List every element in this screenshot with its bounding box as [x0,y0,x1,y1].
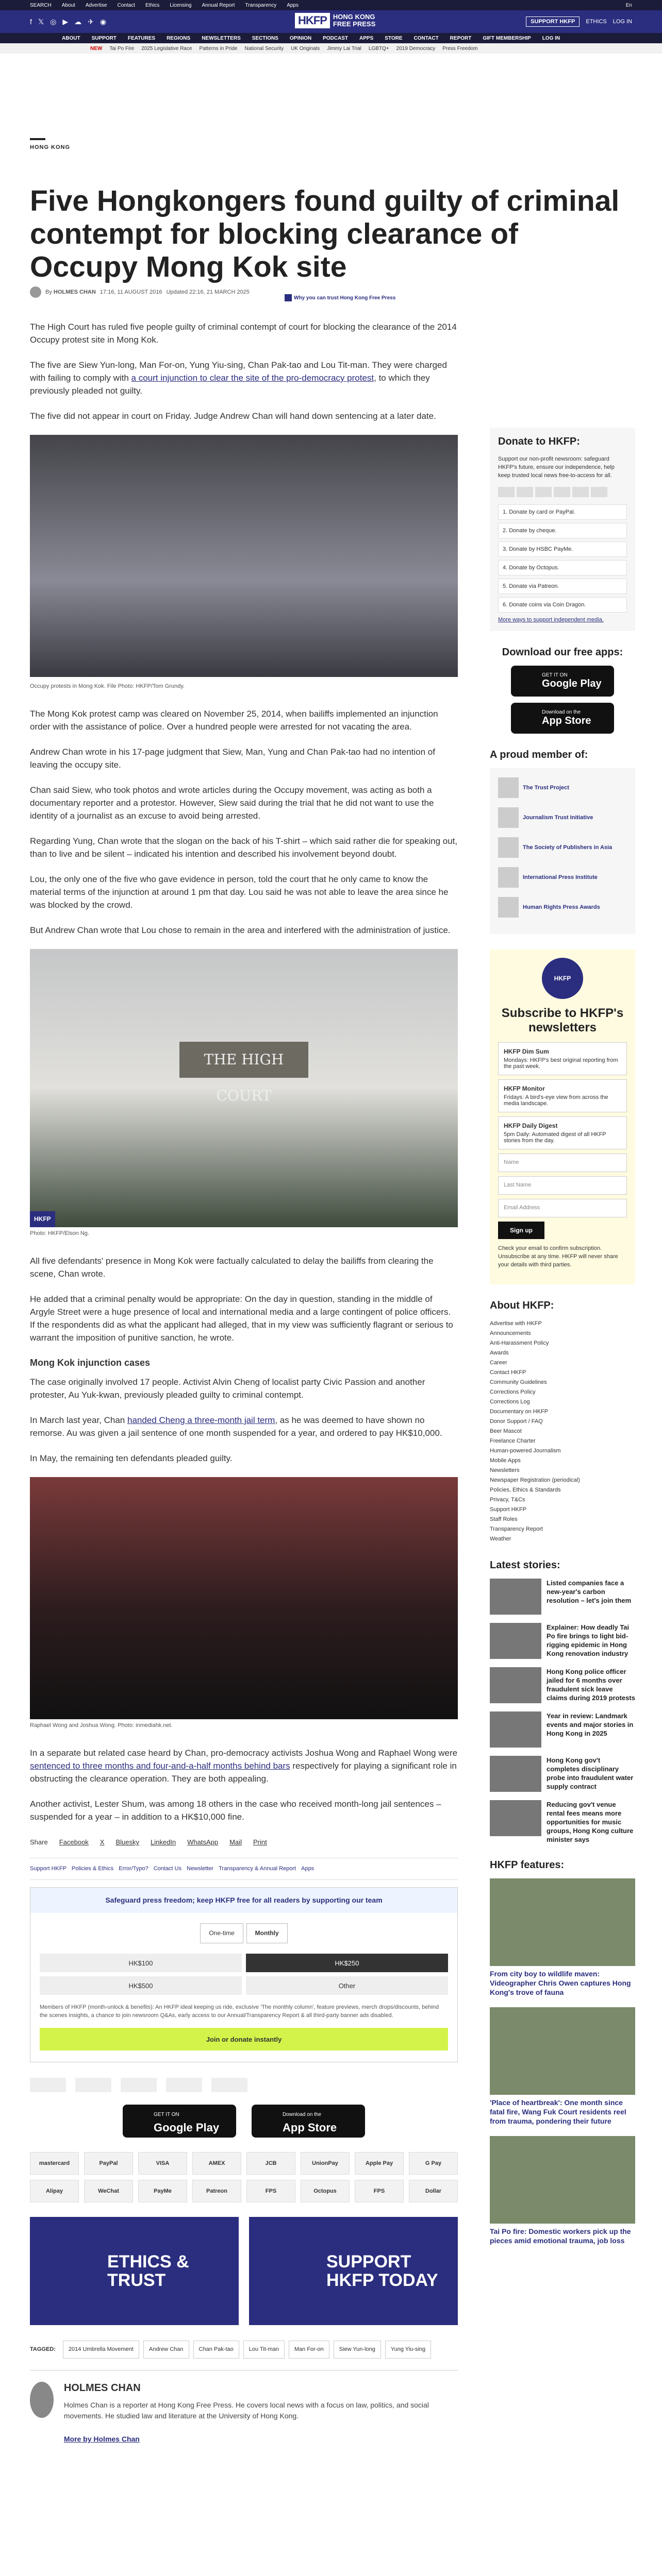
sidebar-app-store-button[interactable]: Download on the App Store [511,703,614,734]
paragraph: Andrew Chan wrote in his 17-page judgment that Siew, Man, Yung and Chan Pak-tao had no intention of leaving the occupy site. [30,747,435,770]
member-name: Human Rights Press Awards [523,904,600,910]
tag[interactable]: Lou Tit-man [243,2341,285,2359]
jail-term-link[interactable]: handed Cheng a three-month jail term [127,1415,275,1425]
trending-item[interactable]: UK Originals [291,45,320,52]
nav-item[interactable]: STORE [385,35,403,41]
trending-item[interactable]: LGBTQ+ [368,45,389,52]
donate-title: Donate to HKFP: [498,436,580,447]
trust-link[interactable]: Why you can trust Hong Kong Free Press [285,294,395,301]
member-logo-icon [498,867,519,888]
member-logo [75,2078,111,2092]
about-link[interactable]: Donor Support / FAQ [490,1418,543,1425]
nav-item[interactable]: REPORT [450,35,472,41]
payment-logo: PayPal [84,2152,133,2175]
feature-image [490,2007,635,2095]
search-link[interactable]: SEARCH [30,2,52,8]
article-footer-links [30,1858,458,1880]
payment-logo: Apple Pay [355,2152,404,2175]
site-logo[interactable] [295,13,375,28]
story-thumbnail [490,1667,541,1703]
promo-banners [30,2217,458,2325]
amount-option[interactable]: Other [246,1976,448,1995]
newsletter-name: HKFP Daily Digest [504,1122,558,1129]
feature-image [490,1878,635,1966]
donate-options [498,504,627,613]
bluesky-icon[interactable]: ☁ [74,17,82,26]
apps-link[interactable]: Apps [287,2,299,8]
payment-logo: PayMe [138,2180,187,2202]
member-logo [211,2078,247,2092]
injunction-link[interactable]: a court injunction to clear the site of the pro-democracy protest [131,373,374,383]
login-link[interactable]: LOG IN [613,19,632,25]
payment-logo: FPS [355,2180,404,2202]
monthly-tab[interactable]: Monthly [246,1923,288,1943]
paragraph: He added that a criminal penalty would be appropriate: On the day in question, standing in the middle of Argyle Street were a huge presence of local and international media and a large contingent of police officers. If the respondents did as what the applicant had alleged, that in my view was sufficiently flagrant or serious to warrant the imposition of punitive sanction, he wrote. [30,1294,453,1343]
nav-item[interactable]: REGIONS [167,35,191,41]
payment-methods [30,2152,458,2202]
tag[interactable]: 2014 Umbrella Movement [63,2341,139,2359]
payment-logo: FPS [246,2180,295,2202]
donate-option[interactable]: 3. Donate by HSBC PayMe. [498,541,627,557]
app-buttons [30,2105,458,2138]
donate-panel [490,428,635,631]
footer-link[interactable]: Contact Us [153,1866,182,1872]
one-time-tab[interactable]: One-time [200,1923,243,1943]
footer-link[interactable]: Error/Typo? [119,1866,148,1872]
trending-item[interactable]: National Security [244,45,284,52]
ethics-link[interactable]: Ethics [145,2,160,8]
share-label: Share [30,1838,48,1846]
nav-item[interactable]: APPS [359,35,374,41]
story-thumbnail [490,1711,541,1748]
donate-option[interactable]: 2. Donate by cheque. [498,523,627,538]
about-link[interactable]: Awards [490,1350,509,1356]
about-link[interactable]: Career [490,1360,507,1366]
story-title[interactable]: Hong Kong gov't completes disciplinary probe into fraudulent water supply contract [547,1756,634,1790]
nav-item[interactable]: LOG IN [542,35,560,41]
about-link[interactable]: Mobile Apps [490,1458,521,1464]
amount-option[interactable]: HK$100 [40,1954,242,1972]
member-logo [121,2078,157,2092]
join-button[interactable]: Join or donate instantly [40,2028,448,2050]
payment-logo: VISA [138,2152,187,2175]
about-link[interactable]: Newsletters [490,1467,520,1473]
story-title[interactable]: Hong Kong police officer jailed for 6 months over fraudulent sick leave claims during 2019 protests [547,1668,635,1702]
latest-title: Latest stories: [490,1560,560,1571]
newsletter-title: Subscribe to HKFP's newsletters [501,1006,624,1035]
advertise-link[interactable]: Advertise [85,2,107,8]
logo-mark: HKFP [295,13,330,28]
story-thumbnail [490,1579,541,1615]
newsletter-option[interactable] [498,1079,627,1112]
photo-caption: Photo: HKFP/Elson Ng. [30,1230,89,1236]
about-title: About HKFP: [490,1300,554,1311]
main-nav [0,33,662,43]
trending-item[interactable]: Jimmy Lai Trial [327,45,361,52]
paragraph: In May, the remaining ten defendants pleaded guilty. [30,1453,233,1463]
rss-icon[interactable]: ◉ [100,17,107,26]
about-link[interactable]: Newspaper Registration (periodical) [490,1477,580,1483]
about-panel [490,1300,635,1544]
membership-note: Members of HKFP (month-unlock & benefits): An HKFP ideal keeping us ride, exclusive 'The monthly column', feature previews, merch drops/discounts, behind the scenes insights, a chance to join newsroom Q&As, early access to our Annual/Transparency Report & all third-party banner ads disabled. [40,2004,439,2019]
feature-title[interactable]: 'Place of heartbreak': One month since fatal fire, Wang Fuk Court residents reel from trauma, pondering their future [490,2098,626,2125]
about-link[interactable]: Transparency Report [490,1526,543,1532]
payment-logo: JCB [246,2152,295,2175]
feature-title[interactable]: From city boy to wildlife maven: Videographer Chris Owen captures Hong Kong's trove of fauna [490,1970,631,1996]
member-logo-icon [498,837,519,858]
feature-stories [490,1878,635,2245]
paragraph: In March last year, Chan handed Cheng a three-month jail term, as he was deemed to have shown no remorse. Au was given a jail sentence of one month suspended for a year, and ordered to pay HK$10,000. [30,1415,442,1438]
new-label: NEW [90,45,103,52]
latest-story[interactable] [490,1800,635,1844]
share-link[interactable]: WhatsApp [187,1838,219,1846]
first-name-field[interactable]: Name [498,1154,627,1172]
tag[interactable]: Yung Yiu-sing [385,2341,431,2359]
about-link[interactable]: Human-powered Journalism [490,1448,561,1454]
latest-story[interactable] [490,1667,635,1703]
payment-logo: Octopus [301,2180,350,2202]
card-icon [572,487,589,497]
licensing-link[interactable]: Licensing [170,2,192,8]
share-bar [30,1836,458,1849]
app-store-button[interactable]: Download on the App Store [252,2105,365,2138]
feature-title[interactable]: Tai Po fire: Domestic workers pick up the pieces amid emotional trauma, job loss [490,2227,631,2245]
card-icons [498,487,627,497]
member-item[interactable] [498,776,627,799]
newsletter-desc: Fridays: A bird's-eye view from across the media landscape. [504,1094,608,1107]
amount-options [30,1954,457,1995]
occupy-protest-photo [30,435,458,677]
about-link[interactable]: Announcements [490,1330,531,1336]
member-logo [30,2078,66,2092]
footer-link[interactable]: Transparency & Annual Report [219,1866,296,1872]
amount-option[interactable]: HK$500 [40,1976,242,1995]
author-bio: Holmes Chan is a reporter at Hong Kong Free Press. He covers local news with a focus on law, politics, and social movements. He studied law and literature at the University of Hong Kong. [63,2401,429,2420]
feature-image [490,2136,635,2224]
byline: By HOLMES CHAN 17:16, 11 AUGUST 2016 Updated 22:16, 21 MARCH 2025 [30,286,250,298]
paragraph: The Mong Kok protest camp was cleared on November 25, 2014, when bailiffs implemented an injunction order with the assistance of police. Over a hundred people were arrested for not vacating the area. [30,709,438,732]
newsletter-logo: HKFP [542,958,583,999]
member-item[interactable] [498,806,627,829]
trending-item[interactable]: Patterns in Pride [199,45,238,52]
about-link[interactable]: Corrections Log [490,1399,530,1405]
trending-item[interactable]: Tai Po Fire [109,45,135,52]
amount-option[interactable]: HK$250 [246,1954,448,1972]
member-name: The Trust Project [523,785,569,791]
payment-logo: Dollar [409,2180,458,2202]
ethics-banner[interactable]: ETHICS & TRUST [30,2217,239,2325]
donation-heading: Safeguard press freedom; keep HKFP free for all readers by supporting our team [30,1888,457,1913]
wong-activists-photo [30,1477,458,1719]
support-button[interactable]: SUPPORT HKFP [526,16,580,27]
tag[interactable]: Siew Yun-long [334,2341,381,2359]
story-thumbnail [490,1623,541,1659]
about-link[interactable]: Policies, Ethics & Standards [490,1487,561,1493]
facebook-icon[interactable]: f [30,17,32,26]
nav-item[interactable]: ABOUT [62,35,80,41]
donate-option[interactable]: 1. Donate by card or PayPal. [498,504,627,520]
nav-item[interactable]: CONTACT [413,35,439,41]
section-heading: Mong Kok injunction cases [30,1358,151,1368]
story-title[interactable]: Reducing gov't venue rental fees means more opportunities for music groups, Hong Kong culture minister says [547,1801,634,1843]
nav-item[interactable]: GIFT MEMBERSHIP [483,35,531,41]
author-box [30,2370,458,2457]
author-link[interactable]: HOLMES CHAN [53,289,96,295]
updated-date: Updated 22:16, 21 MARCH 2025 [166,289,250,295]
share-link[interactable]: LinkedIn [151,1838,176,1846]
card-icon [498,487,515,497]
about-link[interactable]: Advertise with HKFP [490,1320,542,1327]
member-logo-icon [498,777,519,798]
paragraph: Another activist, Lester Shum, was among 18 others in the case who received month-long jail sentences – suspended for a year – in addition to a HK$10,000 fine. [30,1799,441,1822]
card-icon [517,487,533,497]
sidebar [490,428,635,2256]
latest-story[interactable] [490,1579,635,1615]
payment-logo: Patreon [192,2180,241,2202]
member-name: International Press Institute [523,874,598,880]
tag-list [30,2341,458,2359]
feature-story[interactable] [490,2136,635,2245]
about-link[interactable]: Freelance Charter [490,1438,536,1444]
footer-link[interactable]: Newsletter [187,1866,214,1872]
sidebar-google-play-button[interactable]: GET IT ON Google Play [511,666,614,697]
nav-item[interactable]: FEATURES [127,35,156,41]
article-body [30,320,458,2457]
article-title: Five Hongkongers found guilty of criminal contempt for blocking clearance of Occupy Mong Kok site [30,184,620,283]
newsletter-name: HKFP Dim Sum [504,1048,549,1055]
newsletter-note: Check your email to confirm subscription. Unsubscribe at any time. HKFP will never share your details with third parties. [498,1245,618,1268]
share-link[interactable]: Facebook [59,1838,89,1846]
category-bar [30,138,45,140]
donate-option[interactable]: 5. Donate via Patreon. [498,579,627,594]
paragraph: But Andrew Chan wrote that Lou chose to remain in the area and interfered with the administration of justice. [30,925,451,935]
photo-caption: Raphael Wong and Joshua Wong. Photo: inmediahk.net. [30,1722,173,1728]
last-name-field[interactable]: Last Name [498,1176,627,1195]
nav-item[interactable]: PODCAST [323,35,349,41]
about-link[interactable]: About [61,2,75,8]
latest-story[interactable] [490,1711,635,1748]
story-title[interactable]: Explainer: How deadly Tai Po fire brings to light bid-rigging epidemic in Hong Kong renovation industry [547,1623,630,1657]
tag[interactable]: Chan Pak-tao [193,2341,239,2359]
more-ways-link[interactable]: More ways to support independent media. [498,617,604,623]
member-item[interactable] [498,866,627,889]
member-title: A proud member of: [490,749,588,760]
member-list [490,768,635,934]
card-icon [535,487,552,497]
latest-story[interactable] [490,1623,635,1659]
annual-report-link[interactable]: Annual Report [202,2,235,8]
footer-link[interactable]: Apps [301,1866,315,1872]
about-link[interactable]: Privacy, T&Cs [490,1497,525,1503]
donate-option[interactable]: 6. Donate coins via Coin Dragon. [498,597,627,613]
payment-logo: UnionPay [301,2152,350,2175]
about-link[interactable]: Documentary on HKFP [490,1409,549,1415]
x-icon[interactable]: 𝕏 [38,17,44,26]
top-utility-bar [0,0,662,10]
story-title[interactable]: Listed companies face a new-year's carbon resolution – let's join them [547,1579,632,1604]
member-item[interactable] [498,896,627,919]
sentence-link[interactable]: sentenced to three months and four-and-a-half months behind bars [30,1761,290,1771]
paragraph: All five defendants' presence in Mong Kok were factually calculated to delay the bailiffs from clearing the scene, Chan wrote. [30,1256,434,1279]
donation-widget [30,1887,458,2062]
member-logo-icon [498,897,519,918]
trending-item[interactable]: 2019 Democracy [396,45,436,52]
paragraph: The case originally involved 17 people. Activist Alvin Cheng of localist party Civic Passion and another protester, Au Yuk-kwan, previously pleaded guilty to criminal contempt. [30,1377,425,1400]
newsletter-option[interactable] [498,1116,627,1149]
site-header [0,10,662,33]
telegram-icon[interactable]: ✈ [88,17,94,26]
donate-text: Support our non-profit newsroom: safeguard HKFP's future, ensure our independence, help keep trusted local news free-to-access for all. [498,456,615,479]
about-link[interactable]: Anti-Harassment Policy [490,1340,549,1346]
paragraph: Lou, the only one of the five who gave evidence in person, told the court that he only came to know the material terms of the injunction at around 1 pm that day. Lou said he was not able to leave the area since he was blocked by the crowd. [30,874,449,910]
support-banner[interactable]: SUPPORT HKFP TODAY [249,2217,458,2325]
about-link[interactable]: Weather [490,1536,511,1542]
photo-caption: Occupy protests in Mong Kok. File Photo: HKFP/Tom Grundy. [30,683,185,689]
feature-story[interactable] [490,1878,635,1997]
publish-date: 17:16, 11 AUGUST 2016 [100,289,162,295]
author-name[interactable]: HOLMES CHAN [63,2382,141,2394]
share-link[interactable]: X [100,1838,105,1846]
more-by-author-link[interactable]: More by Holmes Chan [63,2435,140,2443]
trust-icon [285,294,292,301]
member-logo-icon [498,807,519,828]
instagram-icon[interactable]: ◎ [50,17,57,26]
google-play-button[interactable]: GET IT ON Google Play [123,2105,236,2138]
language-link[interactable]: En [625,2,632,8]
share-link[interactable]: Mail [229,1838,242,1846]
nav-item[interactable]: SUPPORT [91,35,117,41]
member-logo [166,2078,202,2092]
paragraph: Regarding Yung, Chan wrote that the slogan on the back of his T-shirt – which said rather die for speaking out, than to live and be silent – indicated his intention and described his involvement beyond doubt. [30,836,458,859]
story-thumbnail [490,1756,541,1792]
payment-logo: G Pay [409,2152,458,2175]
card-icon [591,487,607,497]
author-photo [30,2382,54,2418]
newsletter-options [498,1042,627,1149]
social-icons [30,18,106,26]
category-label[interactable]: HONG KONG [30,144,71,150]
signup-button[interactable]: Sign up [498,1222,544,1239]
court-sign: THE HIGH COURT [179,1042,308,1078]
newsletter-desc: Mondays: HKFP's best original reporting from the past week. [504,1057,618,1070]
about-link[interactable]: Community Guidelines [490,1379,547,1385]
nav-item[interactable]: OPINION [289,35,312,41]
payment-logo: WeChat [84,2180,133,2202]
payment-logo: mastercard [30,2152,79,2175]
email-field[interactable]: Email Address [498,1199,627,1217]
apps-title: Download our free apps: [502,647,623,658]
youtube-icon[interactable]: ▶ [62,17,69,26]
paragraph: The five are Siew Yun-long, Man For-on, Yung Yiu-sing, Chan Pak-tao and Lou Tit-man. They were charged with failing to comply with a court injunction to clear the site of the pro-democracy protest, to which they previously pleaded not guilty. [30,360,447,396]
features-title: HKFP features: [490,1859,565,1871]
latest-stories [490,1579,635,1844]
card-icon [554,487,570,497]
tags-label: TAGGED: [30,2346,56,2352]
story-title[interactable]: Year in review: Landmark events and major stories in Hong Kong in 2025 [547,1712,634,1737]
member-name: Journalism Trust Initiative [523,815,593,821]
trending-item[interactable]: Press Freedom [442,45,478,52]
nav-item[interactable]: SECTIONS [252,35,278,41]
share-link[interactable]: Bluesky [115,1838,139,1846]
about-link[interactable]: Corrections Policy [490,1389,536,1395]
member-logos-row [30,2078,458,2092]
author-avatar [30,286,41,298]
member-name: The Society of Publishers in Asia [523,844,613,851]
paragraph: The High Court has ruled five people guilty of criminal contempt of court for blocking the clearance of the 2014 Occupy protest site in Mong Kok. [30,322,457,345]
newsletter-name: HKFP Monitor [504,1085,545,1092]
latest-story[interactable] [490,1756,635,1792]
payment-logo: AMEX [192,2152,241,2175]
photo-watermark: HKFP [30,1211,55,1227]
ethics-header-link[interactable]: ETHICS [586,19,607,25]
member-item[interactable] [498,836,627,859]
frequency-toggle [30,1923,457,1943]
donate-option[interactable]: 4. Donate by Octopus. [498,560,627,575]
payment-logo: Alipay [30,2180,79,2202]
tag[interactable]: Man For-on [289,2341,329,2359]
newsletter-option[interactable] [498,1042,627,1075]
nav-item[interactable]: NEWSLETTERS [202,35,241,41]
trending-item[interactable]: 2025 Legislative Race [141,45,192,52]
newsletter-desc: 5pm Daily: Automated digest of all HKFP stories from the day. [504,1131,606,1144]
transparency-link[interactable]: Transparency [245,2,277,8]
about-link[interactable]: Support HKFP [490,1506,526,1513]
about-link[interactable]: Staff Roles [490,1516,518,1522]
trending-bar [0,43,662,54]
paragraph: The five did not appear in court on Friday. Judge Andrew Chan will hand down sentencing at a later date. [30,411,436,421]
footer-link[interactable]: Support HKFP [30,1866,67,1872]
paragraph: Chan said Siew, who took photos and wrote articles during the Occupy movement, was acting as both a documentary reporter and a protestor. However, Siew said during the trial that he did not want to use the identity of a journalist as an excuse to avoid being arrested. [30,785,434,821]
logo-text: HONG KONG FREE PRESS [333,13,376,28]
footer-link[interactable]: Policies & Ethics [71,1866,114,1872]
story-thumbnail [490,1800,541,1836]
about-link[interactable]: Beer Mascot [490,1428,522,1434]
tag[interactable]: Andrew Chan [143,2341,189,2359]
share-link[interactable]: Print [253,1838,267,1846]
newsletter-signup [490,950,635,1284]
paragraph: In a separate but related case heard by Chan, pro-democracy activists Joshua Wong and Raphael Wong were sentenced to three months and four-and-a-half months behind bars respectively for playing a significant role in obstructing the clearance operation. They are both appealing. [30,1748,458,1784]
high-court-photo [30,949,458,1227]
contact-link[interactable]: Contact [117,2,135,8]
about-link[interactable]: Contact HKFP [490,1369,526,1376]
feature-story[interactable] [490,2007,635,2126]
